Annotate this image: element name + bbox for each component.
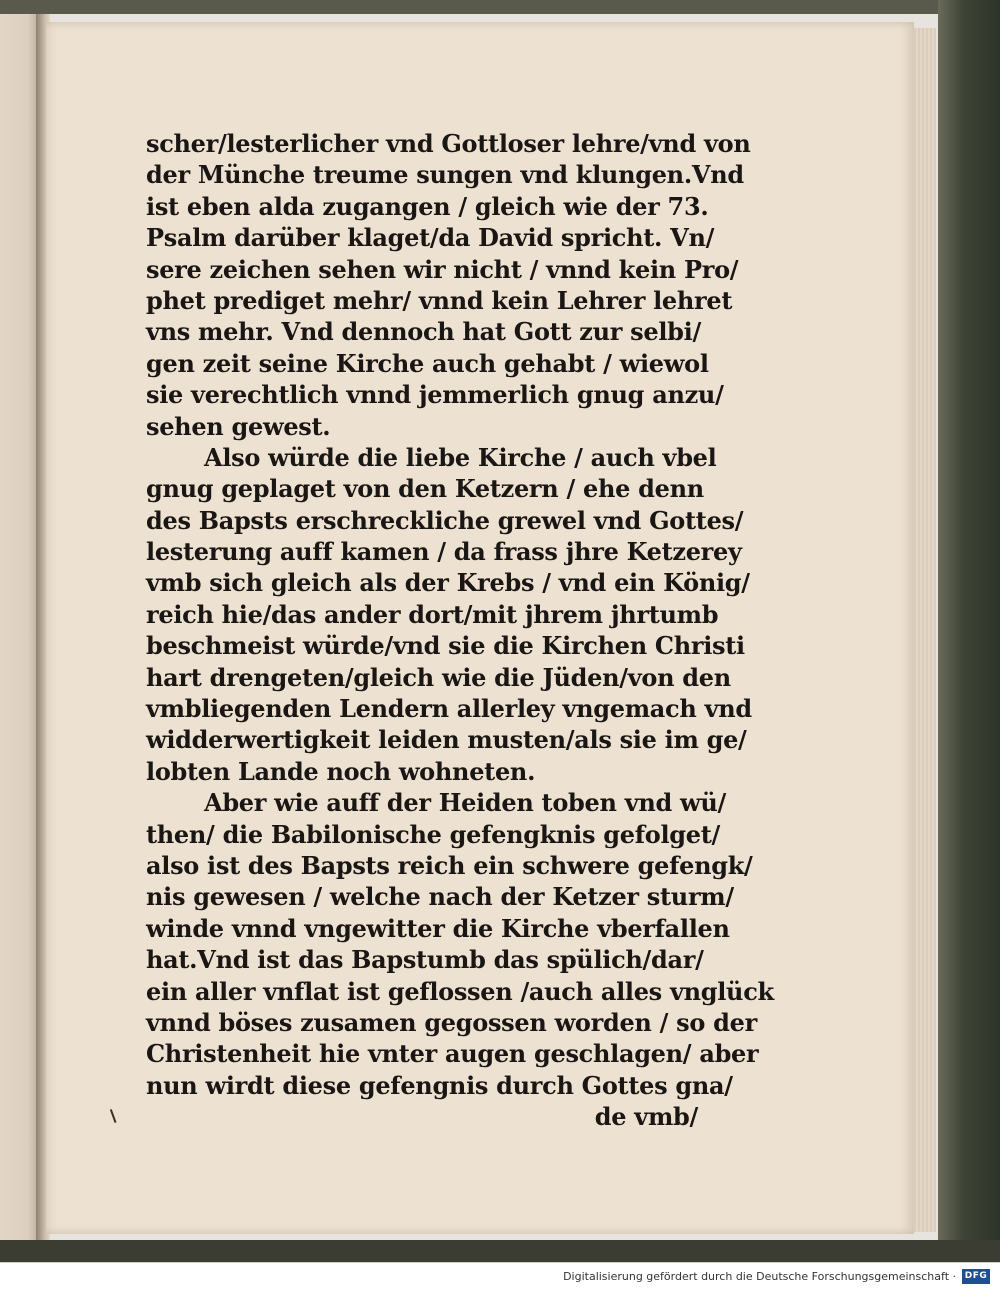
text-line: then/ die Babilonische gefengknis gefolget/ [146, 819, 720, 849]
text-line: sere zeichen sehen wir nicht / vnnd kein Pro/ [146, 254, 739, 284]
text-line: der Münche treume sungen vnd klungen.Vnd [146, 160, 744, 190]
funding-notice: Digitalisierung gefördert durch die Deutsche Forschungsgemeinschaft · [563, 1270, 956, 1283]
text-line: vnnd böses zusamen gegossen worden / so der [146, 1007, 757, 1037]
paragraph-first-line: Also würde die liebe Kirche / auch vbel [204, 442, 717, 472]
text-line: sie verechtlich vnnd jemmerlich gnug anzu/ [146, 380, 724, 410]
text-line: gnug geplaget von den Ketzern / ehe denn [146, 474, 704, 504]
digitization-footer [0, 1262, 1000, 1291]
text-line: scher/lesterlicher vnd Gottloser lehre/vnd von [146, 129, 751, 158]
book-cover-bottom-edge [0, 1240, 1000, 1262]
text-line: lesterung auff kamen / da frass jhre Ketzerey [146, 537, 742, 567]
text-line: winde vnnd vngewitter die Kirche vberfallen [146, 913, 730, 943]
text-line: vns mehr. Vnd dennoch hat Gott zur selbi/ [146, 317, 701, 347]
text-line: hat.Vnd ist das Bapstumb das spülich/dar/ [146, 945, 704, 975]
catchword: de vmb/ [594, 1102, 698, 1132]
text-line: widderwertigkeit leiden musten/als sie im ge/ [146, 725, 747, 755]
text-line: vmb sich gleich als der Krebs / vnd ein König/ [146, 568, 750, 598]
text-line: phet prediget mehr/ vnnd kein Lehrer lehret [146, 285, 733, 315]
text-line: ein aller vnflat ist geflossen /auch alles vnglück [146, 976, 774, 1006]
facing-page-edge [0, 14, 40, 1240]
text-line: des Bapsts erschreckliche grewel vnd Gottes/ [146, 505, 744, 535]
text-line: nun wirdt diese gefengnis durch Gottes gna/ [146, 1070, 733, 1100]
text-line: lobten Lande noch wohneten. [146, 756, 536, 786]
text-line: vmbliegenden Lendern allerley vngemach vnd [146, 694, 752, 724]
text-line: gen zeit seine Kirche auch gehabt / wiewol [146, 348, 709, 378]
dfg-logo: DFG [962, 1269, 990, 1284]
text-line: hart drengeten/gleich wie die Jüden/von den [146, 662, 731, 692]
text-line: sehen gewest. [146, 411, 331, 441]
text-line: ist eben alda zugangen / gleich wie der 73. [146, 191, 709, 221]
text-line: nis gewesen / welche nach der Ketzer sturm/ [146, 882, 734, 912]
text-line: reich hie/das ander dort/mit jhrem jhrtumb [146, 599, 719, 629]
text-line: Christenheit hie vnter augen geschlagen/ aber [146, 1039, 759, 1069]
text-line: also ist des Bapsts reich ein schwere gefengk/ [146, 850, 753, 880]
text-line: Psalm darüber klaget/da David spricht. Vn/ [146, 223, 715, 253]
book-cover-right-edge [938, 0, 1000, 1262]
text-line: beschmeist würde/vnd sie die Kirchen Christi [146, 631, 745, 661]
page-text-block [146, 128, 774, 1132]
book-cover-top-edge [0, 0, 1000, 14]
paragraph-first-line: Aber wie auff der Heiden toben vnd wü/ [204, 788, 727, 818]
